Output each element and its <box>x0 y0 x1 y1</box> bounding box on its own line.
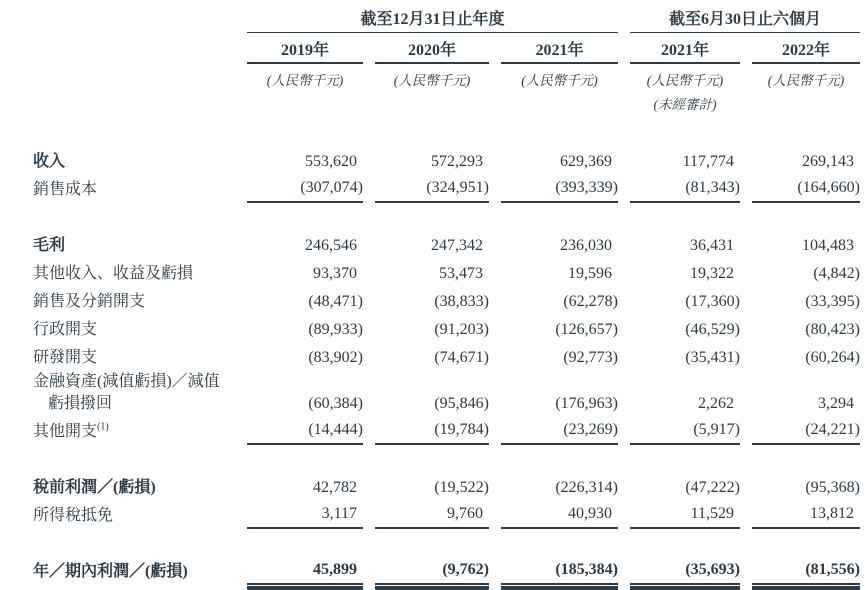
row-label: 銷售成本 <box>33 181 98 198</box>
header-period-groups <box>33 6 860 33</box>
value-cell: (62,278) <box>563 293 618 310</box>
value-cell: (14,444) <box>247 419 363 445</box>
row-label: 其他開支$^{(1)}$ <box>33 421 109 440</box>
table-row <box>33 259 860 287</box>
value-cell: 19,322 <box>690 265 734 282</box>
header-units-row <box>33 64 860 89</box>
value-cell: 247,342 <box>431 237 483 254</box>
row-label: 所得稅抵免 <box>33 507 114 524</box>
table-row <box>33 417 860 445</box>
value-cell: (24,221) <box>752 419 860 445</box>
value-cell: (185,384) <box>501 559 618 585</box>
table-body <box>33 147 860 585</box>
row-label: 年／期內利潤／(虧損) <box>33 563 188 580</box>
value-cell: 13,812 <box>752 503 860 529</box>
value-cell: (33,395) <box>805 293 860 310</box>
value-cell: (324,951) <box>375 177 489 203</box>
value-cell: (23,269) <box>501 419 618 445</box>
row-label: 行政開支 <box>33 321 98 338</box>
row-label: 其他收入、收益及虧損 <box>33 265 194 282</box>
value-cell: 246,546 <box>305 237 357 254</box>
value-cell: 19,596 <box>568 265 612 282</box>
value-cell: 269,143 <box>802 153 854 170</box>
unit-label: (人民幣千元) <box>266 73 344 88</box>
value-cell: (95,368) <box>805 479 860 496</box>
column-header-year: 2021年 <box>630 33 740 64</box>
value-cell: (19,522) <box>434 479 489 496</box>
value-cell: (89,933) <box>308 321 363 338</box>
table-row <box>33 315 860 343</box>
value-cell: (176,963) <box>555 395 618 412</box>
value-cell: 629,369 <box>560 153 612 170</box>
value-cell: (4,842) <box>813 265 860 282</box>
unit-label: (人民幣千元) <box>767 73 845 88</box>
row-label: 銷售及分銷開支 <box>33 293 146 310</box>
value-cell: 553,620 <box>305 153 357 170</box>
unaudited-label: (未經審計) <box>653 97 717 112</box>
value-cell: (307,074) <box>247 177 363 203</box>
value-cell: 3,117 <box>247 503 363 529</box>
value-cell: (35,431) <box>685 349 740 366</box>
header-unaudited-row <box>33 89 860 113</box>
value-cell: (5,917) <box>630 419 740 445</box>
value-cell: (47,222) <box>685 479 740 496</box>
value-cell: (126,657) <box>555 321 618 338</box>
value-cell: 53,473 <box>439 265 483 282</box>
column-header-year: 2022年 <box>752 33 860 64</box>
value-cell: (17,360) <box>685 293 740 310</box>
row-label-line2: 虧損撥回 <box>48 395 113 412</box>
table-row <box>33 371 860 417</box>
period-group-interim: 截至6月30日止六個月 <box>630 6 860 33</box>
unit-label: (人民幣千元) <box>521 73 598 88</box>
row-label: 毛利 <box>33 237 66 254</box>
value-cell: (48,471) <box>308 293 363 310</box>
value-cell: (91,203) <box>434 321 489 338</box>
value-cell: 3,294 <box>818 395 854 412</box>
period-group-annual: 截至12月31日止年度 <box>247 6 618 33</box>
table-row <box>33 501 860 529</box>
value-cell: (393,339) <box>501 177 618 203</box>
value-cell: 45,899 <box>247 559 363 585</box>
value-cell: (38,833) <box>434 293 489 310</box>
column-header-year: 2020年 <box>375 33 489 64</box>
table-row <box>33 147 860 175</box>
value-cell: 117,774 <box>682 153 734 170</box>
row-label: 收入 <box>33 153 66 170</box>
value-cell: (74,671) <box>434 349 489 366</box>
value-cell: 42,782 <box>313 479 357 496</box>
value-cell: 104,483 <box>802 237 854 254</box>
unit-label: (人民幣千元) <box>393 73 471 88</box>
value-cell: (60,384) <box>308 395 363 412</box>
table-row <box>33 287 860 315</box>
value-cell: (35,693) <box>630 559 740 585</box>
row-label <box>33 371 235 417</box>
value-cell: (95,846) <box>434 395 489 412</box>
value-cell: (60,264) <box>805 349 860 366</box>
table-row <box>33 473 860 501</box>
footnote-ref: (1) <box>97 421 109 433</box>
value-cell: (81,343) <box>630 177 740 203</box>
table-row <box>33 175 860 203</box>
value-cell: (83,902) <box>308 349 363 366</box>
column-header-year: 2021年 <box>501 33 618 64</box>
header-years-row <box>33 33 860 64</box>
value-cell: (9,762) <box>375 559 489 585</box>
value-cell: 2,262 <box>698 395 734 412</box>
value-cell: (46,529) <box>685 321 740 338</box>
value-cell: (19,784) <box>375 419 489 445</box>
row-label-line1: 金融資產(減值虧損)／減值 <box>33 373 220 390</box>
value-cell: (92,773) <box>563 349 618 366</box>
value-cell: 36,431 <box>690 237 734 254</box>
value-cell: 572,293 <box>431 153 483 170</box>
table-row <box>33 343 860 371</box>
table-row <box>33 557 860 585</box>
column-header-year: 2019年 <box>247 33 363 64</box>
value-cell: 40,930 <box>501 503 618 529</box>
unit-label: (人民幣千元) <box>646 73 724 88</box>
row-label: 稅前利潤／(虧損) <box>33 479 156 496</box>
value-cell: 236,030 <box>560 237 612 254</box>
row-label: 研發開支 <box>33 349 98 366</box>
table-row <box>33 231 860 259</box>
value-cell: 93,370 <box>313 265 357 282</box>
value-cell: (226,314) <box>555 479 618 496</box>
value-cell: 11,529 <box>630 503 740 529</box>
value-cell: (164,660) <box>752 177 860 203</box>
value-cell: 9,760 <box>375 503 489 529</box>
value-cell: (80,423) <box>805 321 860 338</box>
value-cell: (81,556) <box>752 559 860 585</box>
